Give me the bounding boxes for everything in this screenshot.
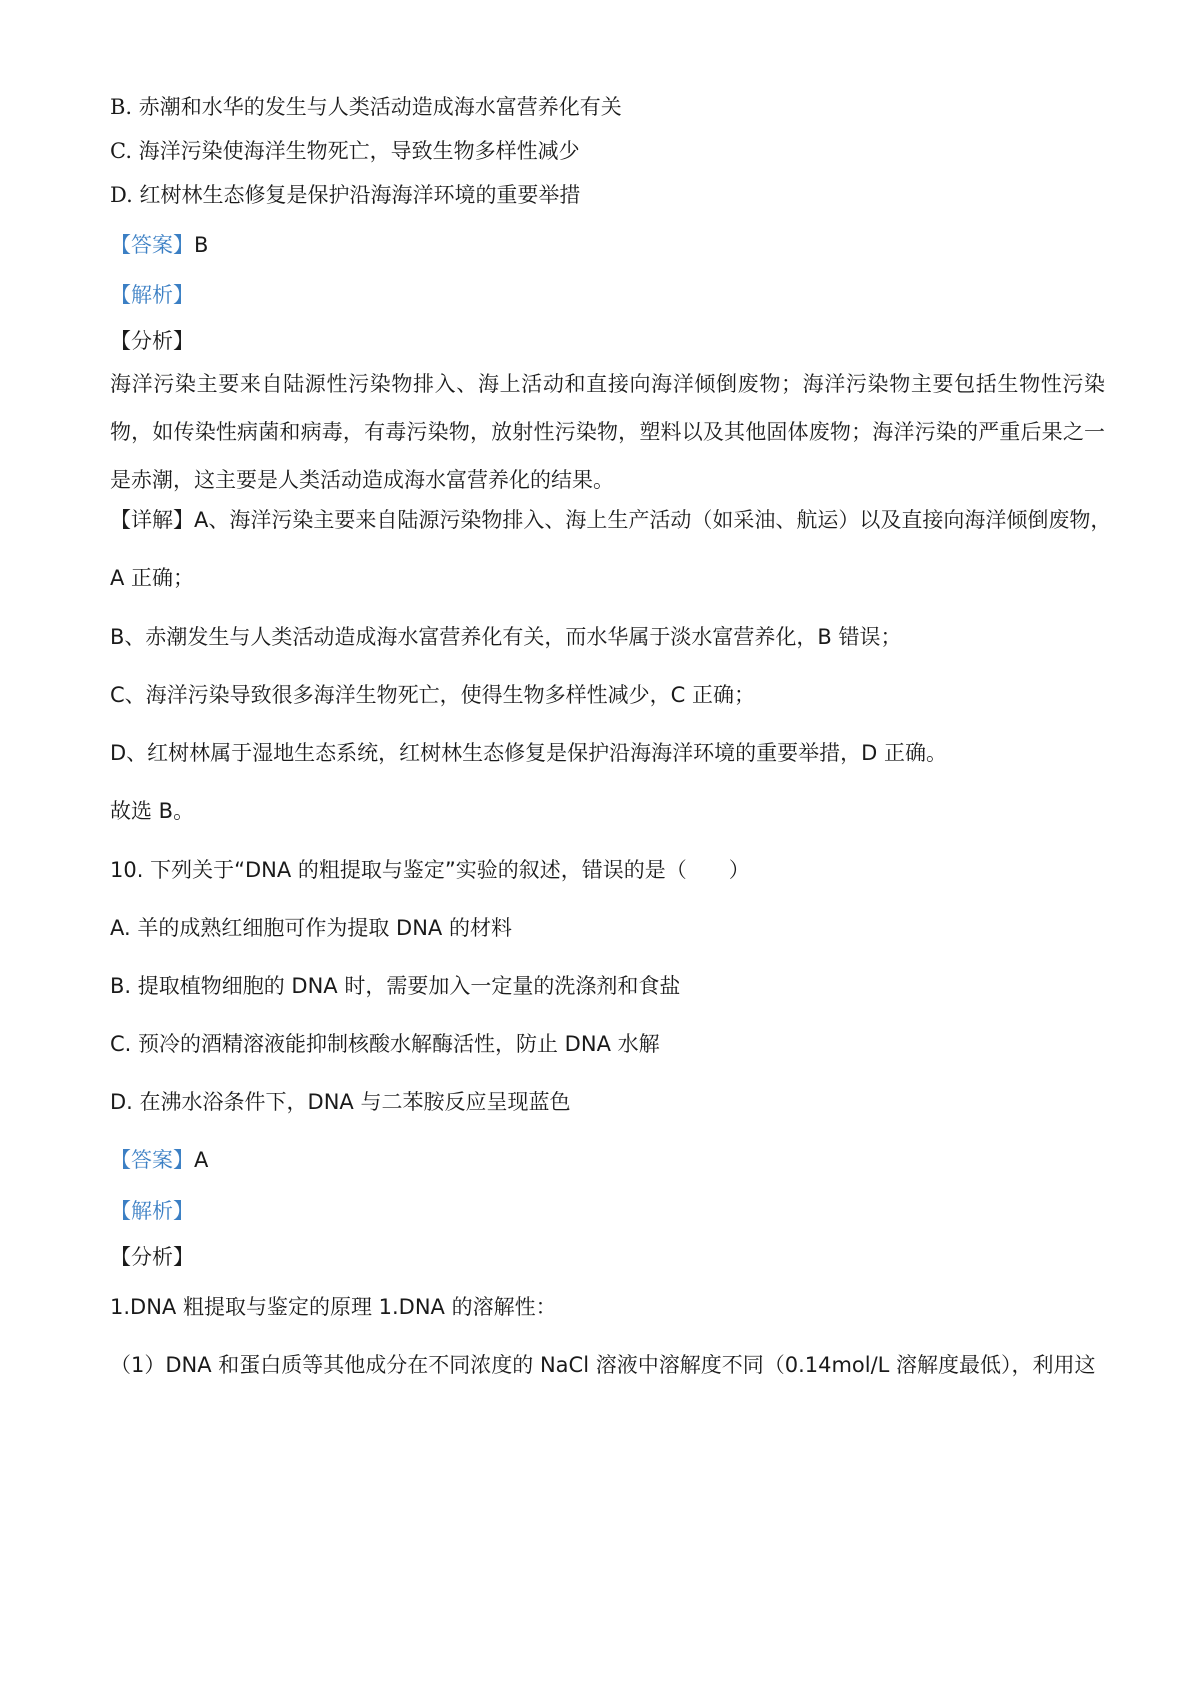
q10-option-d: D. 在沸水浴条件下，DNA 与二苯胺反应呈现蓝色 [110, 1090, 571, 1114]
q10-principle: 1.DNA 粗提取与鉴定的原理 1.DNA 的溶解性： [110, 1295, 557, 1319]
q9-option-b: B. 赤潮和水华的发生与人类活动造成海水富营养化有关 [110, 95, 622, 119]
answer-label: 【答案】 [110, 1148, 194, 1172]
answer-label: 【答案】 [110, 233, 194, 257]
q9-analysis-label: 【解析】 [110, 283, 194, 307]
q10-fenxi-label: 【分析】 [110, 1245, 194, 1269]
q9-detail-a-cont: A 正确； [110, 566, 195, 590]
detail-label: 【详解】 [110, 508, 194, 532]
q9-conclusion: 故选 B。 [110, 799, 195, 823]
q9-fenxi-label: 【分析】 [110, 329, 194, 353]
answer-value: B [194, 233, 209, 257]
q9-detail-d: D、红树林属于湿地生态系统，红树林生态修复是保护沿海海洋环境的重要举措，D 正确。 [110, 741, 948, 765]
q9-detail-a [110, 505, 1111, 535]
q9-option-c: C. 海洋污染使海洋生物死亡，导致生物多样性减少 [110, 139, 580, 163]
q10-point-1: （1）DNA 和蛋白质等其他成分在不同浓度的 NaCl 溶液中溶解度不同（0.14mol/L 溶解度最低），利用这 [110, 1353, 1096, 1377]
answer-value: A [194, 1148, 209, 1172]
q9-detail-c: C、海洋污染导致很多海洋生物死亡，使得生物多样性减少，C 正确； [110, 683, 755, 707]
q10-option-c: C. 预冷的酒精溶液能抑制核酸水解酶活性，防止 DNA 水解 [110, 1032, 660, 1056]
q10-answer [110, 1145, 208, 1175]
q10-option-a: A. 羊的成熟红细胞可作为提取 DNA 的材料 [110, 916, 512, 940]
q9-fenxi-text: 海洋污染主要来自陆源性污染物排入、海上活动和直接向海洋倾倒废物；海洋污染物主要包括生物性污染物，如传染性病菌和病毒，有毒污染物，放射性污染物，塑料以及其他固体废物；海洋污染的严重后果之一是赤潮，这主要是人类活动造成海水富营养化的结果。 [110, 372, 1105, 492]
q10-analysis-label: 【解析】 [110, 1199, 194, 1223]
q9-detail-b: B、赤潮发生与人类活动造成海水富营养化有关，而水华属于淡水富营养化，B 错误； [110, 625, 902, 649]
q10-option-b: B. 提取植物细胞的 DNA 时，需要加入一定量的洗涤剂和食盐 [110, 974, 681, 998]
q10-stem: 10. 下列关于“DNA 的粗提取与鉴定”实验的叙述，错误的是（ ） [110, 858, 750, 882]
q9-option-d: D. 红树林生态修复是保护沿海海洋环境的重要举措 [110, 183, 581, 207]
detail-a-text: A、海洋污染主要来自陆源污染物排入、海上生产活动（如采油、航运）以及直接向海洋倾倒废物， [194, 508, 1112, 532]
q9-answer [110, 230, 208, 260]
